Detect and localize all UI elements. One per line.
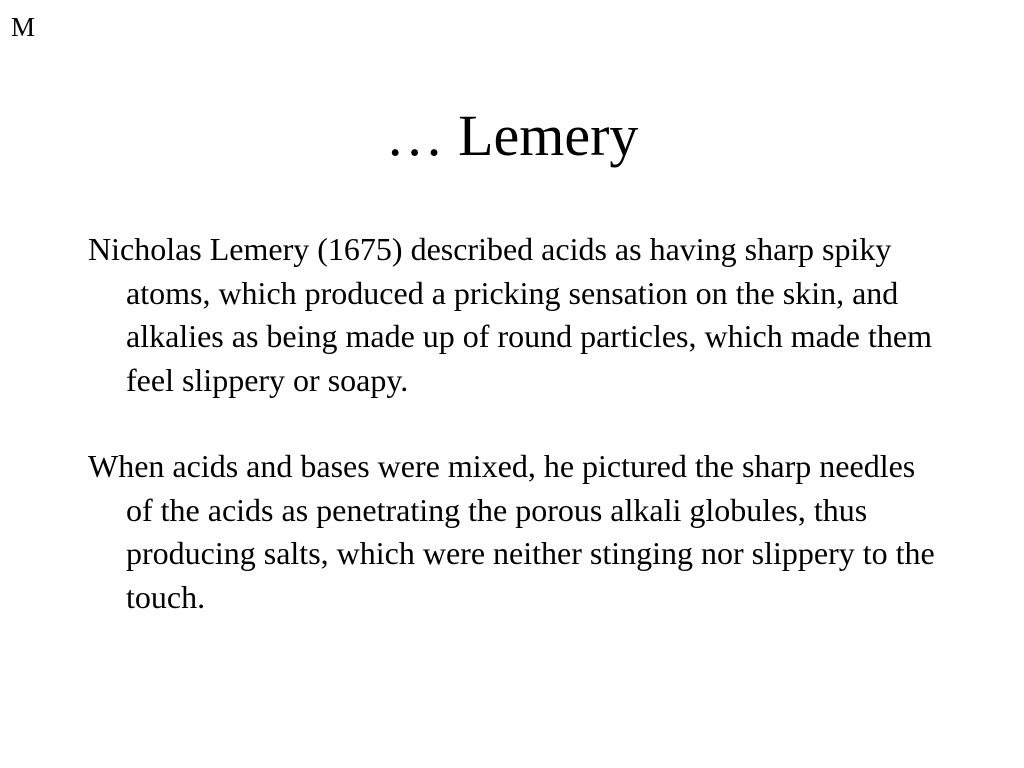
slide-title: … Lemery xyxy=(385,103,639,168)
corner-mark: M xyxy=(11,12,36,42)
slide-body xyxy=(88,228,948,619)
paragraph-lemery-atoms: Nicholas Lemery (1675) described acids as having sharp spiky atoms, which produced a pricking sensation on the skin, and alkalies as being made up of round particles, which made them feel slippery or soapy. xyxy=(88,231,932,398)
paragraph-acid-base-mixing: When acids and bases were mixed, he pictured the sharp needles of the acids as penetrating the porous alkali globules, thus producing salts, which were neither stinging nor slippery to the touch. xyxy=(88,448,935,615)
